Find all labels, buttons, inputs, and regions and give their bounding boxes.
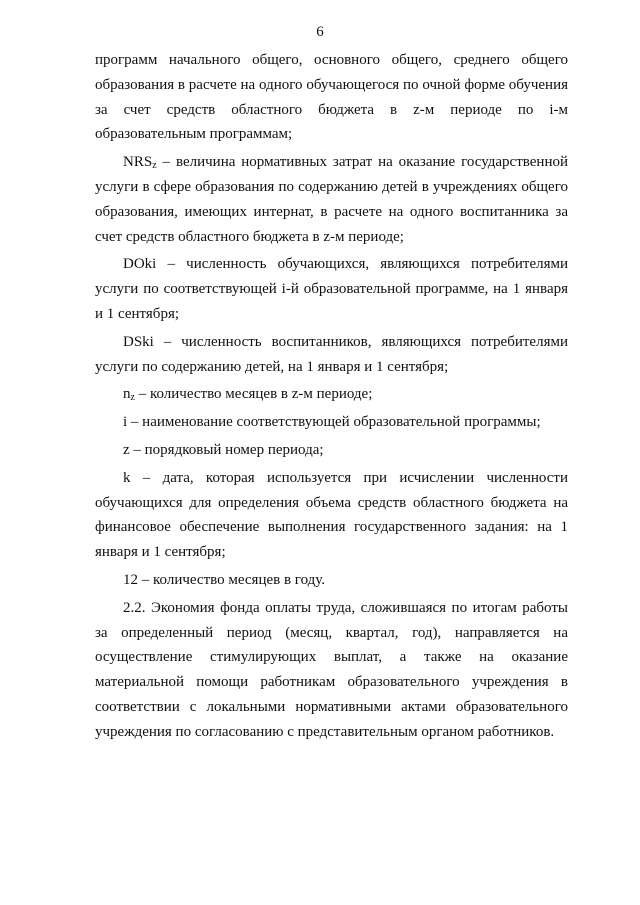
nz-subscript: z	[130, 392, 135, 404]
paragraph-i-definition: i – наименование соответствующей образовательной программы;	[123, 414, 541, 431]
nrs-subscript: z	[152, 160, 157, 172]
paragraph-nrs-definition	[95, 150, 568, 249]
paragraph-continuation: программ начального общего, основного общего, среднего общего образования в расчете на одного обучающегося по очной форме обучения за счет средств областного бюджета в z-м периоде по i-м образовательным программам;	[95, 52, 568, 143]
paragraph-k-definition: k – дата, которая используется при исчислении численности обучающихся для определения объема средств областного бюджета на финансовое обеспечение выполнения государственного задания: на 1 января и 1 сентября;	[95, 469, 568, 561]
paragraph-doki-definition: DOki – численность обучающихся, являющихся потребителями услуги по соответствующей i-й образовательной программе, на 1 января и 1 сентября;	[95, 256, 568, 322]
paragraph-dski-definition: DSki – численность воспитанников, являющихся потребителями услуги по содержанию детей, на 1 января и 1 сентября;	[95, 333, 568, 375]
paragraph-nz-definition	[95, 382, 568, 407]
nz-symbol: n	[123, 386, 131, 403]
nrs-symbol: NRS	[123, 154, 153, 171]
paragraph-12-definition: 12 – количество месяцев в году.	[123, 571, 326, 588]
nrs-text: – величина нормативных затрат на оказание государственной услуги в сфере образования по содержанию детей в учреждениях общего образования, имеющих интернат, в расчете на одного воспитанника за счет средств областного бюджета в z-м периоде;	[95, 154, 568, 245]
document-body	[95, 48, 568, 745]
nz-text: – количество месяцев в z-м периоде;	[134, 386, 373, 403]
page-number: 6	[316, 24, 324, 40]
paragraph-section-2-2: 2.2. Экономия фонда оплаты труда, сложившаяся по итогам работы за определенный период (месяц, квартал, год), направляется на осуществление стимулирующих выплат, а также на оказание материальной помощи работникам образовательного учреждения в соответствии с локальными нормативными актами образовательного учреждения по согласованию с представительным органом работников.	[95, 599, 568, 740]
paragraph-z-definition: z – порядковый номер периода;	[123, 441, 324, 458]
